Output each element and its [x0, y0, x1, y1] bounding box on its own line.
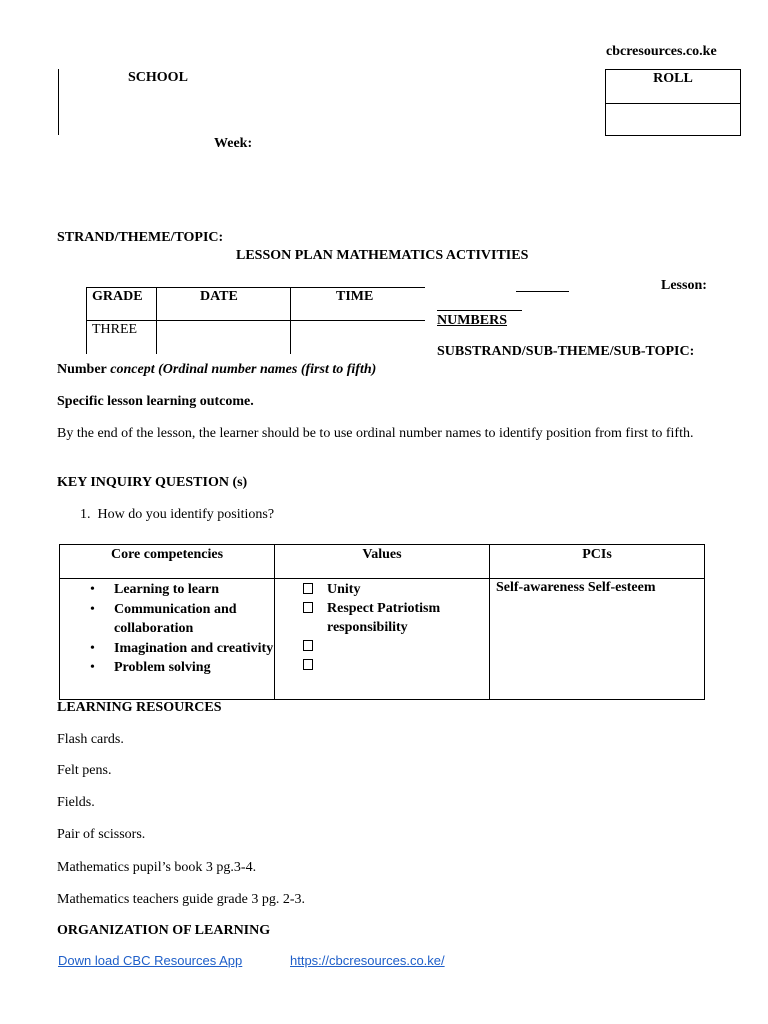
- lesson-label: Lesson:: [661, 278, 707, 293]
- values-cell: [275, 579, 490, 700]
- values-header: Values: [275, 545, 490, 579]
- inquiry-question: 1. How do you identify positions?: [80, 507, 275, 522]
- date-header: DATE: [200, 289, 238, 304]
- pcis-header: PCIs: [490, 545, 705, 579]
- grade-table-top: [86, 287, 425, 288]
- inquiry-heading: KEY INQUIRY QUESTION (s): [57, 475, 248, 490]
- value-item: responsibility: [327, 620, 408, 635]
- number-concept-lead: Number: [57, 362, 107, 377]
- competency-table: [59, 544, 705, 700]
- roll-label: ROLL: [606, 70, 740, 104]
- number-concept: [57, 362, 376, 378]
- value-item: Respect Patriotism: [303, 599, 489, 618]
- resource-item: Flash cards.: [57, 732, 124, 747]
- checkbox-icon: [303, 583, 313, 594]
- school-label: SCHOOL: [128, 70, 188, 85]
- grade-table-div2: [290, 287, 291, 354]
- outcome-heading: Specific lesson learning outcome.: [57, 394, 254, 409]
- week-label: Week:: [214, 136, 253, 151]
- resources-heading: LEARNING RESOURCES: [57, 700, 222, 715]
- checkbox-icon: [303, 659, 313, 670]
- list-item: • Communication and collaboration: [60, 600, 274, 639]
- download-app-link[interactable]: Down load CBC Resources App: [58, 953, 243, 968]
- resource-item: Felt pens.: [57, 763, 112, 778]
- outcome-text: By the end of the lesson, the learner should be to use ordinal number names to identify position from first to fifth.: [57, 426, 694, 441]
- value-item: [303, 637, 489, 656]
- pcis-cell: Self-awareness Self-esteem: [490, 579, 705, 700]
- list-item: • Learning to learn: [60, 580, 274, 600]
- list-item: • Imagination and creativity: [60, 639, 274, 659]
- lesson-blank-line: [516, 291, 569, 292]
- grade-value: THREE: [92, 322, 138, 337]
- grade-table-left: [86, 287, 87, 354]
- grade-table-div1: [156, 287, 157, 354]
- resource-item: Fields.: [57, 795, 95, 810]
- grade-table-mid: [86, 320, 425, 321]
- resource-item: Mathematics pupil’s book 3 pg.3-4.: [57, 860, 257, 875]
- numbers-label: NUMBERS: [437, 313, 508, 328]
- margin-line: [58, 69, 59, 135]
- page-title: LESSON PLAN MATHEMATICS ACTIVITIES: [236, 248, 529, 263]
- number-concept-rest: concept (Ordinal number names (first to fifth): [106, 362, 377, 377]
- strand-label: STRAND/THEME/TOPIC:: [57, 230, 224, 245]
- resource-item: Pair of scissors.: [57, 827, 146, 842]
- competencies-cell: [60, 579, 275, 700]
- numbers-blank-line: [437, 310, 522, 311]
- checkbox-icon: [303, 602, 313, 613]
- site-name: cbcresources.co.ke: [606, 44, 717, 59]
- substrand-label: SUBSTRAND/SUB-THEME/SUB-TOPIC:: [437, 344, 695, 359]
- competencies-list: [60, 580, 274, 678]
- resource-item: Mathematics teachers guide grade 3 pg. 2-3.: [57, 892, 306, 907]
- list-item: • Problem solving: [60, 658, 274, 678]
- grade-header: GRADE: [92, 289, 143, 304]
- checkbox-icon: [303, 640, 313, 651]
- time-header: TIME: [336, 289, 374, 304]
- value-item: [303, 656, 489, 675]
- value-item: Unity: [303, 580, 489, 599]
- website-link[interactable]: https://cbcresources.co.ke/: [290, 953, 445, 968]
- organization-heading: ORGANIZATION OF LEARNING: [57, 923, 271, 938]
- roll-box: [605, 69, 741, 136]
- core-competencies-header: Core competencies: [60, 545, 275, 579]
